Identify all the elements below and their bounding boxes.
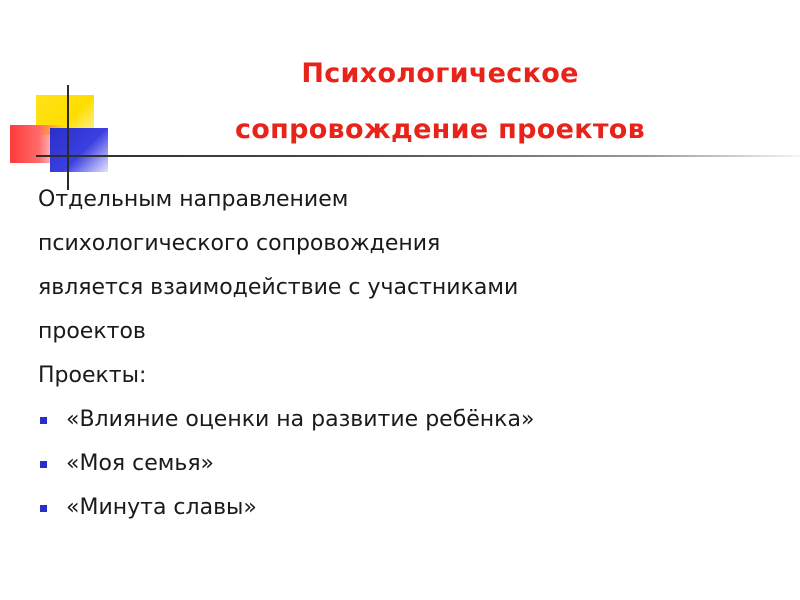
list-item-label: «Минута славы» [66, 495, 257, 520]
square-bullet-icon [40, 417, 47, 424]
list-item-label: «Моя семья» [66, 451, 215, 476]
body-line-3: является взаимодействие с участниками [38, 275, 519, 300]
slide-title-line-2: сопровождение проектов [234, 114, 646, 145]
square-bullet-icon [40, 461, 47, 468]
projects-list [38, 398, 758, 530]
list-item [38, 398, 758, 442]
body-line-1: Отдельным направлением [38, 187, 349, 212]
slide-title [150, 46, 730, 158]
projects-heading: Проекты: [38, 363, 147, 388]
slide-body [38, 178, 758, 530]
square-bullet-icon [40, 505, 47, 512]
list-item [38, 486, 758, 530]
body-line-2: психологического сопровождения [38, 231, 441, 256]
slide-title-line-1: Психологическое [301, 58, 579, 89]
body-line-4: проектов [38, 319, 146, 344]
decorative-vertical-line [67, 85, 69, 190]
list-item-label: «Влияние оценки на развитие ребёнка» [66, 407, 535, 432]
decorative-blue-square [50, 128, 108, 172]
list-item [38, 442, 758, 486]
